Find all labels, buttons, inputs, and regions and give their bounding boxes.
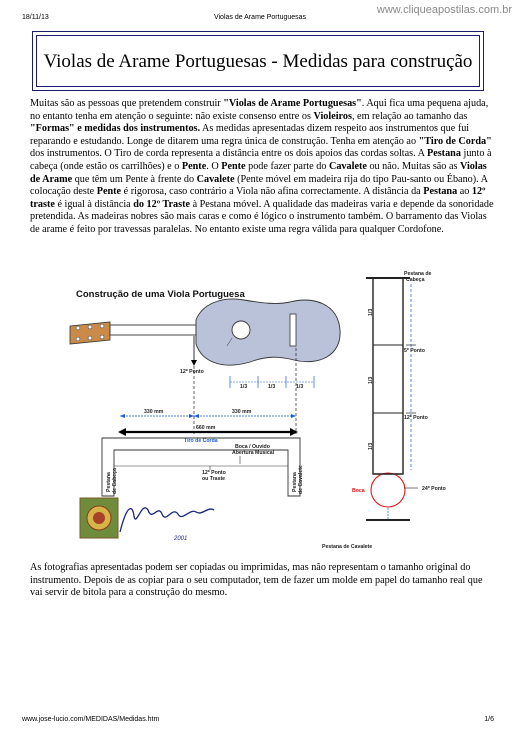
tuning-peg [76,337,80,341]
text-run: . Aqui fica uma pequena ajuda, no entanto tenha em atenção o seguinte: não existe consenso entre os [30,98,489,122]
tuning-peg [100,335,104,339]
header-title: Violas de Arame Portuguesas [213,14,307,21]
pestana-cabeca-label-2: de Cabeça [112,468,118,494]
text-run: é rigorosa, caso contrário a Viola não afina correctamente. A distância da [121,186,424,198]
viola-body [196,299,340,365]
tuning-peg [100,324,104,328]
fingerboard-outline [373,278,403,474]
ponto-traste-label-1: 12º Ponto [202,470,226,476]
arrow-icon [118,428,126,436]
text-run: As medidas apresentadas dizem respeito aos instrumentos que fui reparando e estudando. Longe de ditarem uma regra única de construção. Tenha em atenção ao [30,123,470,147]
tuning-peg [88,325,92,329]
ponto-5-label: 5º Ponto [404,348,425,354]
third-label: 1/3 [296,384,304,390]
right-pestana-cabeca-label-1: Pestana de [404,271,432,277]
text-run: , em relação ao tamanho das [351,110,468,122]
bold-text-run: Pente [181,160,207,172]
text-run: pode fazer parte do [245,160,329,172]
right-third-label: 1/3 [368,308,374,316]
arrow-icon [120,414,125,418]
third-label: 1/3 [268,384,276,390]
text-run: ou não. Muitas são as [366,160,460,172]
bold-text-run: Cavalete [196,173,235,185]
footer-page-number: 1/6 [484,716,494,723]
bold-text-run: Pestana [426,148,461,160]
text-run: ao [457,186,472,198]
intro-paragraph [30,98,495,237]
bold-text-run: "Formas" e medidas dos instrumentos. [30,123,201,135]
text-run: é igual à distância [54,198,134,210]
signature [120,508,214,532]
stamp-seal-center [93,512,105,524]
bold-text-run: Pente [96,186,122,198]
dim-330-right: 330 mm [232,409,252,415]
text-run: à Pestana móvel. A qualidade das madeiras varia e depende da sonoridade pretendida. As madeiras nobres são mais caras e como é lógico o instrumento também. O barramento das Violas de arame é feito por travessas paralelas. No entanto existe uma regra válida para qualquer Cordofone. [30,198,494,235]
photos-note-paragraph: As fotografias apresentadas podem ser copiadas ou imprimidas, mas não representam o tamanho original do instrumento. Depois de as copiar para o seu computador, tem de fazer um molde em papel do tamanho real que vai servir de bitola para a construção do mesmo. [30,562,483,599]
bold-text-run: Pente [221,160,246,172]
sound-hole [232,321,250,339]
dim-660: 660 mm [196,425,216,431]
bold-text-run: Violas de Arame [30,160,487,185]
figure-heading: Construção de uma Viola Portuguesa [76,289,245,300]
arrow-icon [189,414,194,418]
diagram-svg [62,270,482,556]
right-pestana-cabeca-label-2: Cabeça [406,277,425,283]
stamp-year: 2001 [174,536,188,542]
boca-ouvido-label-1: Boca / Ouvido [235,444,270,450]
bold-text-run: Violeiros [313,110,352,122]
pestana-cavalete-label-1: Pestana [292,472,298,492]
footer-url: www.jose-lucio.com/MEDIDAS/Medidas.htm [22,716,160,723]
dim-330-left: 330 mm [144,409,164,415]
tuning-peg [88,336,92,340]
right-third-label: 1/3 [368,376,374,384]
bold-text-run: "Violas de Arame Portuguesas" [223,98,362,109]
boca-circle [371,473,405,507]
text-run: (Pente móvel em madeira rija do tipo Pau-santo ou Ébano). A colocação deste [30,173,488,198]
viola-construction-figure [62,270,482,556]
text-run: Muitas são as pessoas que pretendem construir [30,98,224,109]
text-run: dos instrumentos. O Tiro de corda representa a distância entre os dois apoios das cordas soltas. A [30,148,427,160]
tiro-de-corda-label: Tiro de Corda [184,438,218,444]
boca-label: Boca [352,488,365,494]
ponto-12-label: 12º Ponto [404,415,428,421]
document-title: Violas de Arame Portuguesas - Medidas para construção [43,50,473,72]
bracket-frame [102,438,300,496]
pestana-cavalete-label-2: de Cavalete [298,465,304,494]
text-run: que têm um Pente à frente do [72,173,197,185]
pestana-cavalete-bottom-label: Pestana de Cavalete [322,544,373,550]
bold-text-run: do 12º Traste [133,198,191,210]
tuning-peg [76,326,80,330]
ponto-traste-label-2: ou Traste [202,476,226,482]
neck [110,325,196,335]
bold-text-run: "Tiro de Corda" [418,135,492,147]
document-title-box [32,31,484,91]
label-12-ponto: 12º Ponto [180,369,204,375]
boca-ouvido-label-2: Abertura Musical [232,450,275,456]
right-third-label: 1/3 [368,442,374,450]
arrow-icon [191,360,197,366]
header-date: 18/11/13 [22,14,49,21]
arrow-icon [291,414,296,418]
watermark: www.cliqueapostilas.com.br [376,4,512,16]
arrow-icon [194,414,199,418]
text-run: junto à cabeça (onde estão os carrilhões) e o [30,148,492,172]
bridge [290,314,296,346]
third-label: 1/3 [240,384,248,390]
bold-text-run: 12º traste [30,186,486,210]
arrow-icon [290,428,298,436]
text-run: . O [206,160,222,172]
bold-text-run: Cavalete [328,160,367,172]
pestana-cabeca-label-1: Pestana [106,472,112,492]
ponto-24-label: 24º Ponto [422,486,446,492]
bold-text-run: Pestana [423,186,458,198]
